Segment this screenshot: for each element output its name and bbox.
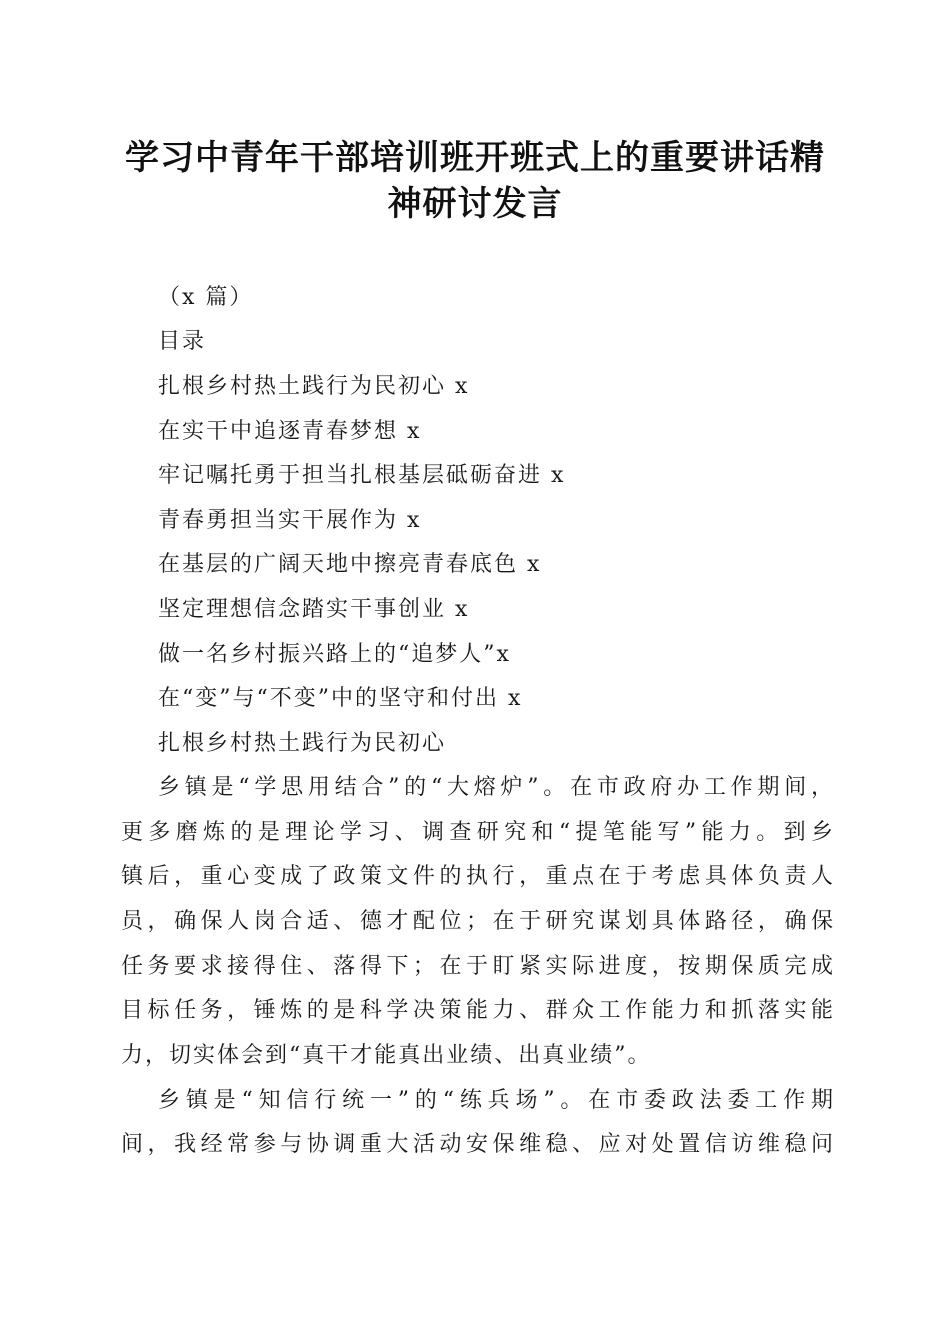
paragraph-1-line: 力，切实体会到“真干才能真出业绩、出真业绩”。 bbox=[121, 1043, 652, 1068]
paragraph-2-line: 乡镇是“知信行统一”的“练兵场”。在市委政法委工作期 bbox=[158, 1088, 833, 1113]
toc-item: 做一名乡村振兴路上的“追梦人”x bbox=[158, 642, 511, 667]
paragraph-1-line: 任务要求接得住、落得下；在于盯紧实际进度，按期保质完成 bbox=[121, 954, 833, 979]
paragraph-2-line: 间，我经常参与协调重大活动安保维稳、应对处置信访维稳问 bbox=[121, 1132, 833, 1157]
toc-item: 坚定理想信念踏实干事创业 x bbox=[158, 597, 470, 622]
paragraph-1-line: 镇后，重心变成了政策文件的执行，重点在于考虑具体负责人 bbox=[121, 864, 833, 889]
document-title-line-1: 学习中青年干部培训班开班式上的重要讲话精 bbox=[125, 138, 825, 178]
paragraph-1-line: 乡镇是“学思用结合”的“大熔炉”。在市政府办工作期间， bbox=[158, 775, 833, 800]
section-heading: 扎根乡村热土践行为民初心 bbox=[158, 731, 447, 756]
document-title-line-2: 神研讨发言 bbox=[387, 184, 563, 224]
toc-item: 扎根乡村热土践行为民初心 x bbox=[158, 374, 470, 399]
count-note: （x 篇） bbox=[158, 285, 254, 310]
toc-heading: 目录 bbox=[158, 329, 207, 354]
paragraph-1-line: 员，确保人岗合适、德才配位；在于研究谋划具体路径，确保 bbox=[121, 909, 833, 934]
toc-item: 牢记嘱托勇于担当扎根基层砥砺奋进 x bbox=[158, 463, 566, 488]
toc-item: 在“变”与“不变”中的坚守和付出 x bbox=[158, 686, 523, 711]
paragraph-1-line: 更多磨炼的是理论学习、调查研究和“提笔能写”能力。到乡 bbox=[121, 820, 833, 845]
toc-item: 青春勇担当实干展作为 x bbox=[158, 508, 422, 533]
toc-item: 在基层的广阔天地中擦亮青春底色 x bbox=[158, 552, 542, 577]
paragraph-1-line: 目标任务，锤炼的是科学决策能力、群众工作能力和抓落实能 bbox=[121, 998, 833, 1023]
toc-item: 在实干中追逐青春梦想 x bbox=[158, 419, 422, 444]
